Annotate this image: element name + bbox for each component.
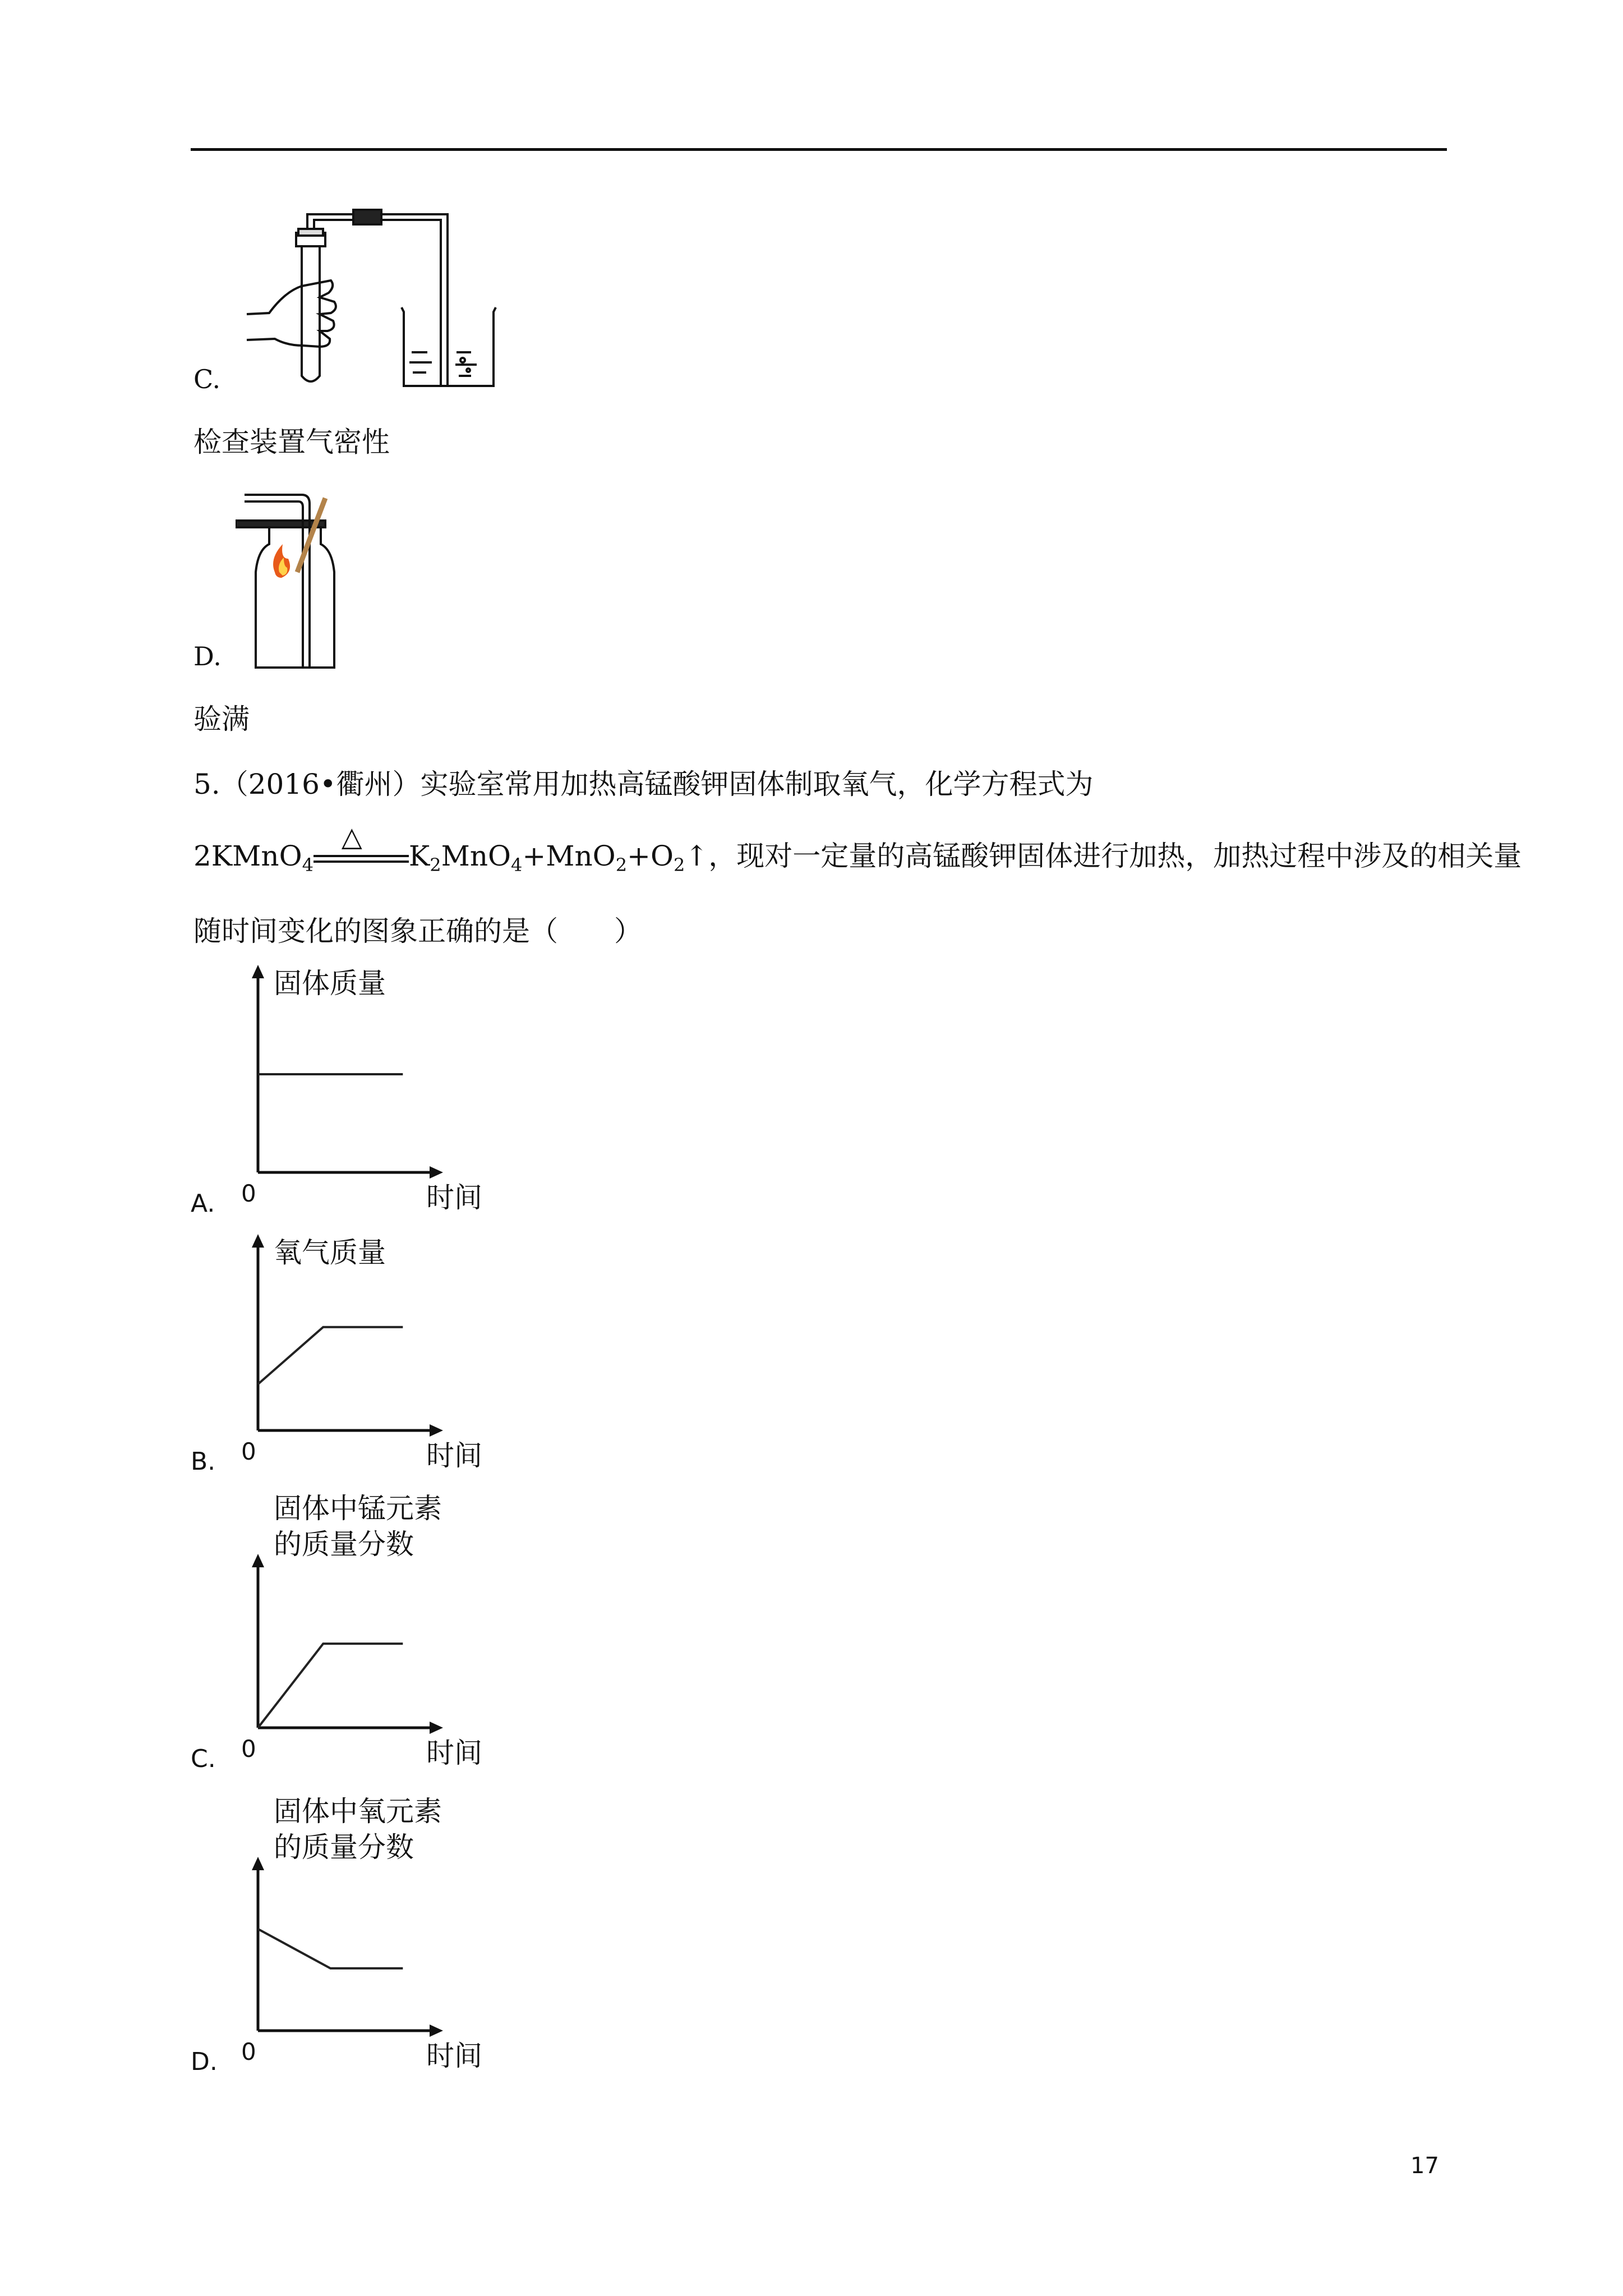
x-axis-arrow-icon [430,2024,443,2037]
y-axis-label-line1: 固体中氧元素 [274,1795,442,1828]
eq-product-1-sub: 2 [430,854,441,876]
origin-label: 0 [241,1735,256,1763]
header-rule [191,148,1447,151]
eq-gas-arrow: ↑ [685,840,709,872]
eq-product-1b: MnO [441,840,511,872]
chart-b [191,1217,505,1481]
series-line [258,1644,403,1728]
y-axis-arrow-icon [252,965,264,978]
eq-condition: △ [341,821,362,853]
y-axis-label: 氧气质量 [274,1236,386,1269]
question5-ask: 随时间变化的图象正确的是（ ） [193,915,642,947]
y-axis-arrow-icon [252,1857,264,1870]
gas-full-test-diagram [236,488,348,673]
eq-product-1b-sub: 4 [511,854,523,876]
y-axis-label: 固体质量 [274,967,386,1000]
x-axis-label: 时间 [426,1737,482,1769]
eq-reactant: 2KMnO [193,840,302,872]
chart-c [191,1481,505,1773]
option-d-label: D. [193,641,222,671]
page-number: 17 [1410,2153,1439,2179]
option-letter: A. [191,1189,215,1218]
x-axis-arrow-icon [430,1424,443,1437]
origin-label: 0 [241,1180,256,1207]
eq-product-2-sub: 2 [615,854,628,876]
x-axis-label: 时间 [426,2040,482,2072]
eq-reactant-sub: 4 [302,854,313,876]
eq-tail-text: ，现对一定量的高锰酸钾固体进行加热，加热过程中涉及的相关量 [708,840,1522,872]
option-letter: B. [191,1447,216,1476]
option-letter: D. [191,2047,218,2076]
y-axis-label-line2: 的质量分数 [274,1831,414,1864]
origin-label: 0 [241,1438,256,1465]
option-c-label: C. [193,364,221,394]
y-axis-arrow-icon [252,1234,264,1248]
series-line [258,1327,403,1384]
x-axis-arrow-icon [430,1722,443,1734]
option-d-caption: 验满 [193,703,250,735]
option-letter: C. [191,1745,216,1773]
airtightness-check-diagram [236,202,550,393]
series-line [258,1929,403,1968]
eq-condition-arrow [313,821,409,869]
y-axis-label-line1: 固体中锰元素 [274,1492,442,1525]
question5-equation-line [193,821,1522,876]
x-axis-label: 时间 [426,1181,482,1214]
eq-product-3: +O [627,840,674,872]
eq-product-2: +MnO [522,840,616,872]
eq-product-1: K [408,840,430,872]
origin-label: 0 [241,2038,256,2065]
chart-d [191,1784,505,2076]
question5-stem: 5.（2016•衢州）实验室常用加热高锰酸钾固体制取氧气，化学方程式为 [193,768,1094,800]
eq-product-3-sub: 2 [673,854,685,876]
x-axis-arrow-icon [430,1166,443,1179]
x-axis-label: 时间 [426,1439,482,1472]
chart-a [191,954,505,1223]
option-c-caption: 检查装置气密性 [193,426,390,458]
y-axis-arrow-icon [252,1554,264,1567]
y-axis-label-line2: 的质量分数 [274,1528,414,1561]
